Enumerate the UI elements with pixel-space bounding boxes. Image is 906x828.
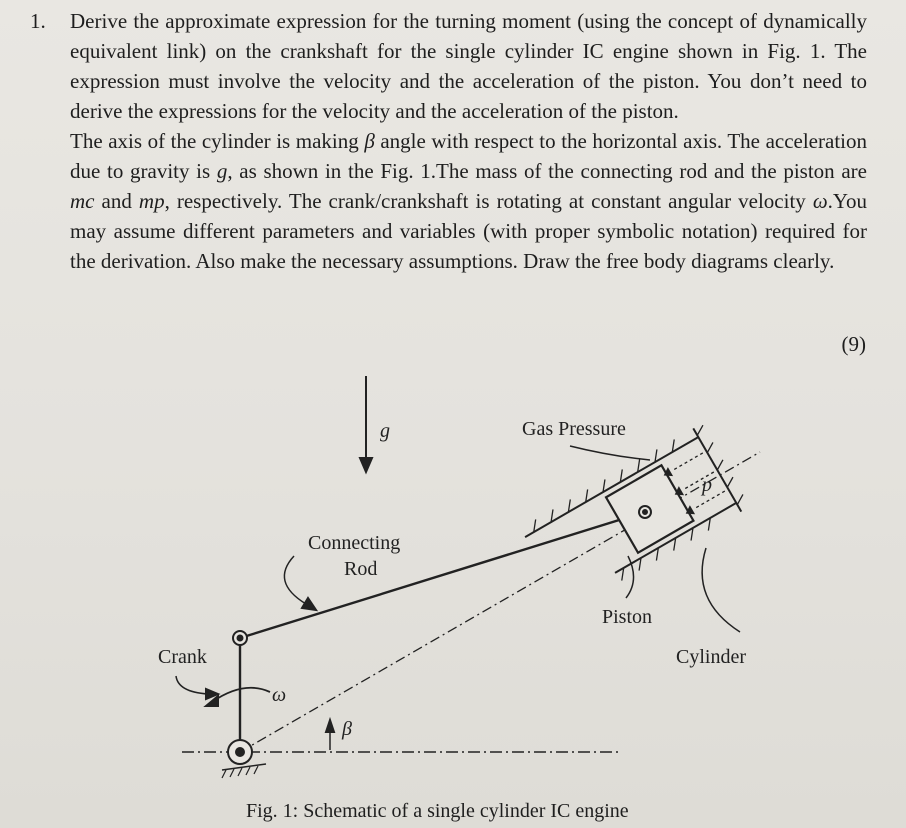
question-number: 1. — [30, 9, 46, 33]
piston-label: Piston — [602, 606, 653, 628]
cylinder-axis-line — [240, 452, 760, 752]
gravity-arrow-head — [360, 458, 372, 472]
beta-label: β — [342, 718, 352, 740]
p2-text-c: , as shown in the Fig. 1.The mass of the connecting rod and the piston are — [227, 159, 867, 183]
crank-leader — [176, 676, 208, 694]
g-symbol: g — [216, 159, 228, 183]
crank-label: Crank — [158, 646, 207, 668]
beta-symbol: β — [364, 129, 375, 153]
mp-symbol: mp — [138, 189, 165, 213]
question-paragraph-2 — [70, 126, 867, 276]
engine-schematic — [0, 360, 906, 828]
gas-pressure-leader — [570, 446, 650, 460]
pressure-p-label: p — [702, 474, 712, 496]
rod-leader — [284, 556, 306, 604]
engine-figure — [0, 360, 906, 828]
gravity-label: g — [380, 420, 390, 442]
connecting-rod-label-1: Connecting — [308, 532, 401, 554]
p2-text-d: and — [94, 189, 139, 213]
omega-label: ω — [272, 684, 287, 706]
cylinder-label: Cylinder — [676, 646, 746, 668]
mc-symbol: mc — [70, 189, 95, 213]
cylinder-leader — [702, 548, 740, 632]
question-paragraph-1: Derive the approximate expression for the turning moment (using the concept of dynamically equivalent link) on the crankshaft for the single cylinder IC engine shown in Fig. 1. The expression must involve the velocity and the acceleration of the piston. You don’t need to derive the expressions for the velocity and the acceleration of the piston. — [70, 9, 867, 123]
p2-text-a: The axis of the cylinder is making — [70, 129, 365, 153]
omega-symbol: ω — [812, 189, 828, 213]
marks-label: (9) — [841, 332, 866, 356]
question-text — [70, 6, 867, 276]
p2-text-b: angle with respect to the horizontal axis. The acceleration due to gravity is — [70, 129, 867, 183]
figure-caption: Fig. 1: Schematic of a single cylinder IC engine — [246, 800, 629, 822]
connecting-rod — [240, 512, 645, 638]
connecting-rod-label-2: Rod — [344, 558, 378, 580]
gas-pressure-label: Gas Pressure — [522, 418, 626, 440]
p2-text-f: .You may assume different parameters and variables (with proper symbolic notation) required for the derivation. Also make the necessary assumptions. Draw the free body diagrams clearly. — [70, 189, 867, 273]
p2-text-e: , respectively. The crank/crankshaft is rotating at constant angular velocity — [164, 189, 813, 213]
